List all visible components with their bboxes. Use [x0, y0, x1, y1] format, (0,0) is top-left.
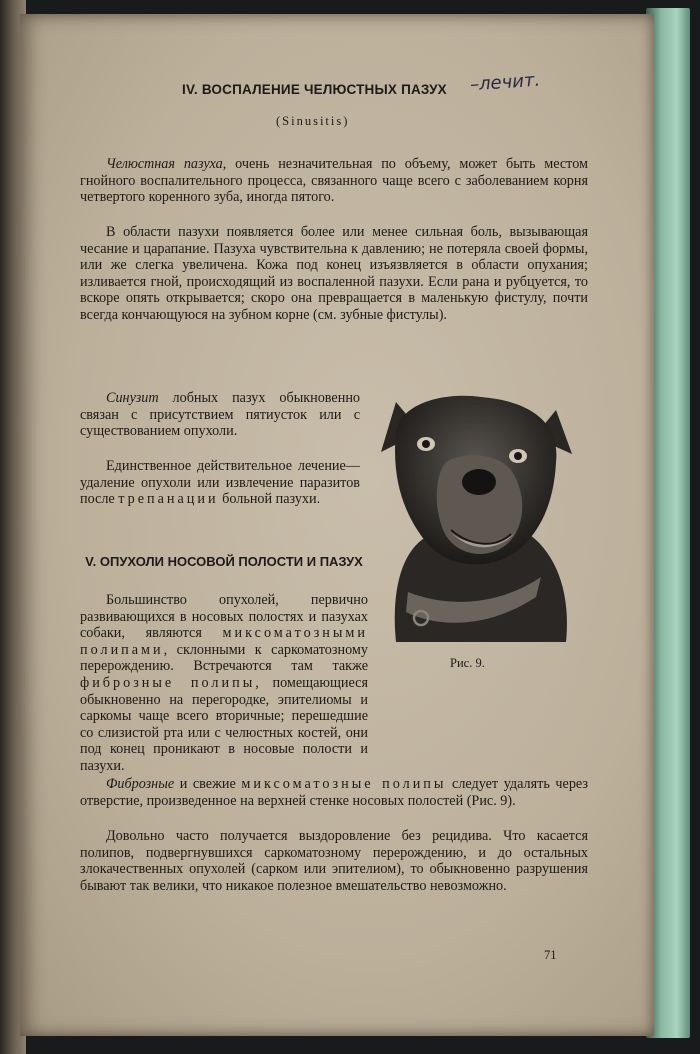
- paragraph-text: , помещающиеся обыкновенно на перегородке, эпителиомы и саркомы чаще всего вторичные; перешедшие со слизистой рта или с челюстных костей, они под конец проникают в носовые полости и пазухи.: [80, 674, 368, 774]
- paragraph-7: Довольно часто получается выздоровление без рецидива. Что касается полипов, подвергнувшихся саркоматозному перерождению, и до остальных злокачественных опухолей (сарком или эпителиом), то обыкновенно разрушения бывают так велики, что никакое полезное вмешательство невозможно.: [80, 828, 588, 894]
- paragraph-4: [80, 458, 360, 508]
- latin-subheading: (Sinusitis): [276, 114, 350, 128]
- page-number: 71: [544, 948, 557, 962]
- paragraph-text: следует удалять через отверстие, произведенное на верхней стенке носовых полостей (Рис. 9).: [80, 776, 589, 809]
- paragraph-text: , склонными к саркоматозному перерождению. Встречаются там также: [80, 641, 368, 675]
- handwritten-note: –лечит.: [469, 69, 541, 96]
- paragraph-text: лобных пазух обыкновенно связан с присутствием пятиусток или с существованием опухоли.: [80, 390, 360, 440]
- paragraph-text: больной пазухи.: [218, 491, 321, 508]
- paragraph-text: и свежие: [174, 776, 242, 792]
- spaced-term: фиброзные полипы: [80, 674, 256, 691]
- italic-term: Челюстная пазуха: [106, 156, 223, 172]
- book-page: [20, 14, 654, 1036]
- paragraph-5: [80, 592, 368, 775]
- spaced-term: миксоматозными полипами: [80, 625, 368, 658]
- paragraph-2: В области пазухи появляется более или менее сильная боль, вызывающая чесание и царапание. Пазуха чувствительна к давлению; не потеряла своей формы, или же слегка увеличена. Кожа под конец изъязвляется в области опухания; изливается гной, происходящий из воспаленной пазухи. Если рана и рубцуется, то вскоре опять открывается; скоро она превращается в маленькую фистулу, почти всегда кончающуюся на зубном корне (см. зубные фистулы).: [80, 224, 588, 323]
- figure-caption: Рис. 9.: [450, 656, 485, 670]
- paragraph-text: , очень незначительная по объему, может быть местом гнойного воспалительного процесса, связанного чаще всего с заболеванием корня четвертого коренного зуба, иногда пятого.: [80, 156, 588, 206]
- italic-term: Синузит: [106, 390, 159, 406]
- spaced-term: трепанации: [118, 491, 219, 508]
- paragraph-text: Большинство опухолей, первично развивающихся в носовых полостях и пазухах собаки, являются: [80, 592, 368, 642]
- paragraph-3: [80, 390, 360, 440]
- paragraph-6: [80, 776, 588, 809]
- paragraph-text: Единственное действительное лечение—удаление опухоли или извлечение паразитов после: [80, 458, 360, 508]
- section-heading-iv: IV. ВОСПАЛЕНИЕ ЧЕЛЮСТНЫХ ПАЗУХ: [182, 82, 447, 97]
- italic-term: Фиброзные: [106, 776, 175, 792]
- section-heading-v: V. ОПУХОЛИ НОСОВОЙ ПОЛОСТИ И ПАЗУХ: [85, 554, 363, 569]
- paragraph-1: [80, 156, 588, 206]
- dog-illustration: [376, 392, 576, 642]
- spaced-term: миксоматозные полипы: [241, 776, 447, 792]
